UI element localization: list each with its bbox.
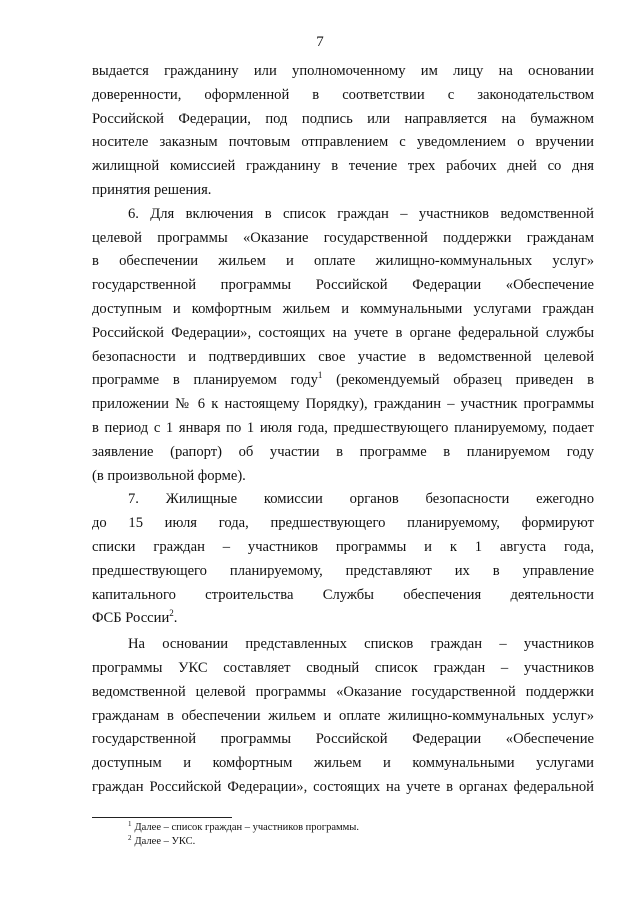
footnote-separator [92,817,232,818]
text-line: 7. Жилищные комиссии органов безопасности ежегодно [128,491,594,508]
footnote-ref-2: 2 [169,608,174,619]
text-line: в период с 1 января по 1 июля года, предшествующего планируемому, подает [92,419,594,436]
document-body [92,60,594,800]
paragraph-7 [92,488,594,631]
text-line: носителе заказным почтовым отправлением с уведомлением о вручении [92,134,594,151]
text-line: доступным и комфортным жильем и коммунальными услугами граждан [92,300,594,317]
footnote-text: Далее – список граждан – участников программы. [134,822,359,833]
text-line: капитального строительства Службы обеспечения деятельности [92,586,594,603]
footnotes [128,821,594,849]
text-line: (в произвольной форме). [92,467,246,484]
text-line: выдается гражданину или уполномоченному им лицу на основании [92,63,594,79]
footnote-mark: 2 [128,833,132,842]
text-line: доступным и комфортным жильем и коммунальными услугами [92,755,594,772]
text-line: государственной программы Российской Федерации «Обеспечение [92,731,594,748]
text-line: граждан Российской Федерации», состоящих на учете в органах федеральной [92,778,594,795]
text-line: программы УКС составляет сводный список граждан – участников [92,659,594,676]
text-line: до 15 июля года, предшествующего планируемому, формируют [92,515,594,532]
text-segment: ФСБ России [92,610,170,627]
text-line: предшествующего планируемому, представляют их в управление [92,562,594,579]
text-segment: программе в планируемом году [92,372,318,389]
footnote-text: Далее – УКС. [134,836,196,847]
paragraph-consolidated-list [92,633,594,800]
text-line: На основании представленных списков граждан – участников [128,636,594,653]
text-line: 6. Для включения в список граждан – участников ведомственной [128,205,594,222]
footnote-ref-1: 1 [317,370,323,381]
text-line: целевой программы «Оказание государственной поддержки гражданам [92,229,594,246]
text-line: ведомственной целевой программы «Оказание государственной поддержки [92,683,594,700]
text-line: доверенности, оформленной в соответствии с законодательством [92,86,594,103]
text-line: принятия решения. [92,181,212,198]
text-line: приложении № 6 к настоящему Порядку), гражданин – участник программы [92,396,594,413]
paragraph-continuation [92,60,594,203]
text-line-with-footnote [92,369,594,393]
text-line: в обеспечении жильем и оплате жилищно-коммунальных услуг» [92,253,594,270]
text-line: заявление (рапорт) об участии в программе в планируемом году [92,443,594,460]
text-line: государственной программы Российской Федерации «Обеспечение [92,277,594,294]
text-line: безопасности и подтвердивших свое участие в ведомственной целевой [92,348,594,365]
text-line-with-footnote [92,607,594,631]
footnote-mark: 1 [128,819,132,828]
text-line: списки граждан – участников программы и к 1 августа года, [92,538,594,555]
page-number: 7 [316,34,324,50]
text-line: Российской Федерации, под подпись или направляется на бумажном [92,110,594,127]
text-line: гражданам в обеспечении жильем и оплате жилищно-коммунальных услуг» [92,707,594,724]
text-segment: (рекомендуемый образец приведен в [322,372,594,389]
text-segment: . [173,610,178,627]
footnote-1 [128,821,594,835]
text-line: жилищной комиссией гражданину в течение трех рабочих дней со дня [92,158,594,175]
footnote-2 [128,835,594,849]
text-line: Российской Федерации», состоящих на учете в органе федеральной службы [92,324,594,341]
paragraph-6 [92,203,594,489]
